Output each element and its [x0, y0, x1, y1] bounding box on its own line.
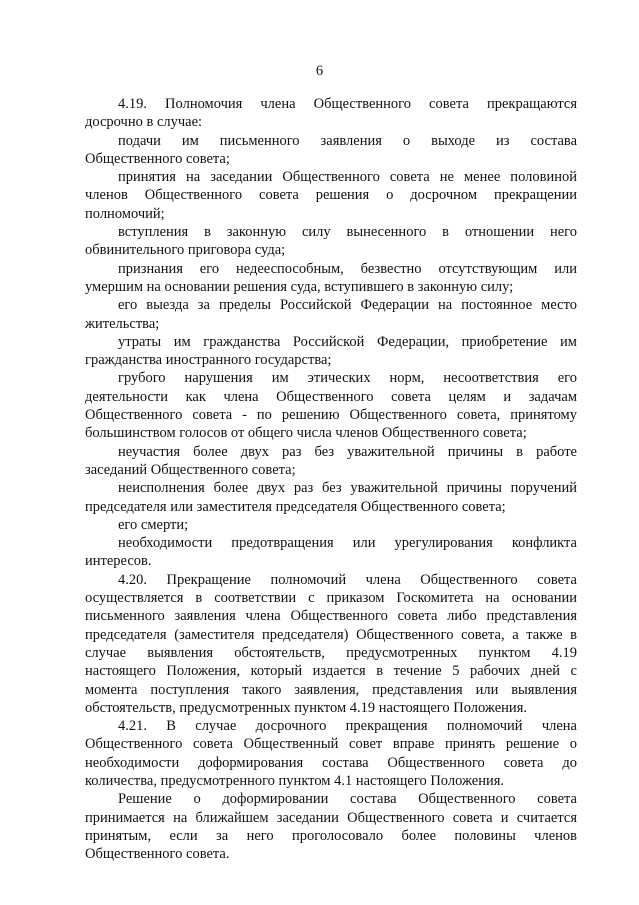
text-line: 4.20. Прекращение полномочий члена Общественного совета — [118, 571, 577, 588]
text-line: досрочно в случае: — [85, 114, 203, 131]
text-line: 4.21. В случае досрочного прекращения полномочий члена — [118, 718, 577, 735]
paragraph — [85, 296, 577, 333]
text-line: принятым, если за него проголосовало более половины членов — [85, 827, 577, 844]
paragraph — [85, 132, 577, 169]
text-line: необходимости предотвращения или урегулирования конфликта — [118, 535, 577, 552]
text-line: 4.19. Полномочия члена Общественного совета прекращаются — [118, 96, 577, 112]
text-line: умершим на основании решения суда, вступившего в законную силу; — [85, 278, 514, 295]
text-line: деятельности как члена Общественного совета целям и задачам — [85, 388, 577, 405]
text-line: Общественного совета; — [85, 150, 230, 167]
paragraph — [85, 369, 577, 442]
text-line: утраты им гражданства Российской Федерации, приобретение им — [118, 333, 577, 350]
paragraph — [85, 516, 577, 534]
text-line: большинством голосов от общего числа членов Общественного совета; — [85, 425, 527, 442]
text-line: настоящего Положения, который издается в течение 5 рабочих дней с — [85, 663, 577, 680]
text-line: обвинительного приговора суда; — [85, 242, 286, 259]
text-line: Общественного совета - по решению Общественного совета, принятому — [85, 407, 577, 424]
text-line: председателя (заместителя председателя) Общественного совета, а также в — [85, 626, 577, 643]
paragraph — [85, 223, 577, 260]
paragraph — [85, 260, 577, 297]
text-line: полномочий; — [85, 205, 165, 222]
paragraph — [85, 95, 577, 132]
text-line: неисполнения более двух раз без уважительной причины поручений — [118, 480, 577, 497]
text-line: письменного заявления члена Общественного совета либо представления — [85, 608, 577, 625]
text-line: жительства; — [85, 315, 160, 332]
text-line: осуществляется в соответствии с приказом Госкомитета на основании — [85, 590, 577, 607]
text-line: необходимости доформирования состава Общественного совета до — [85, 754, 577, 771]
text-line: принимается на ближайшем заседании Общественного совета и считается — [85, 809, 577, 826]
page-number: 6 — [315, 63, 324, 79]
paragraph — [85, 717, 577, 790]
text-line: подачи им письменного заявления о выходе из состава — [118, 132, 577, 149]
text-line: Общественного совета Общественный совет вправе принять решение о — [85, 736, 577, 753]
paragraph — [85, 571, 577, 717]
text-line: принятия на заседании Общественного совета не менее половиной — [118, 169, 577, 186]
text-line: количества, предусмотренного пунктом 4.1 настоящего Положения. — [85, 772, 505, 789]
text-line: гражданства иностранного государства; — [85, 352, 332, 369]
text-line: его выезда за пределы Российской Федерации на постоянное место — [118, 297, 577, 314]
text-line: вступления в законную силу вынесенного в отношении него — [118, 224, 577, 241]
text-line: председателя или заместителя председателя Общественного совета; — [85, 498, 506, 515]
text-line: членов Общественного совета решения о досрочном прекращении — [85, 187, 577, 204]
paragraph — [85, 443, 577, 480]
document-body — [85, 95, 577, 863]
text-line: обстоятельств, предусмотренных пунктом 4.19 настоящего Положения. — [85, 699, 527, 716]
text-line: заседаний Общественного совета; — [85, 461, 296, 478]
text-line: признания его недееспособным, безвестно отсутствующим или — [118, 260, 577, 277]
paragraph — [85, 168, 577, 223]
text-line: неучастия более двух раз без уважительной причины в работе — [118, 443, 577, 460]
text-line: Общественного совета. — [85, 846, 230, 863]
text-line: Решение о доформировании состава Общественного совета — [118, 791, 577, 808]
paragraph — [85, 333, 577, 370]
text-line: момента поступления такого заявления, представления или выявления — [85, 681, 577, 698]
text-line: грубого нарушения им этических норм, несоответствия его — [118, 370, 577, 387]
text-line: интересов. — [85, 553, 152, 570]
paragraph — [85, 534, 577, 571]
text-line: его смерти; — [118, 516, 189, 533]
paragraph — [85, 479, 577, 516]
text-line: случае выявления обстоятельств, предусмотренных пунктом 4.19 — [85, 644, 577, 661]
paragraph — [85, 790, 577, 863]
